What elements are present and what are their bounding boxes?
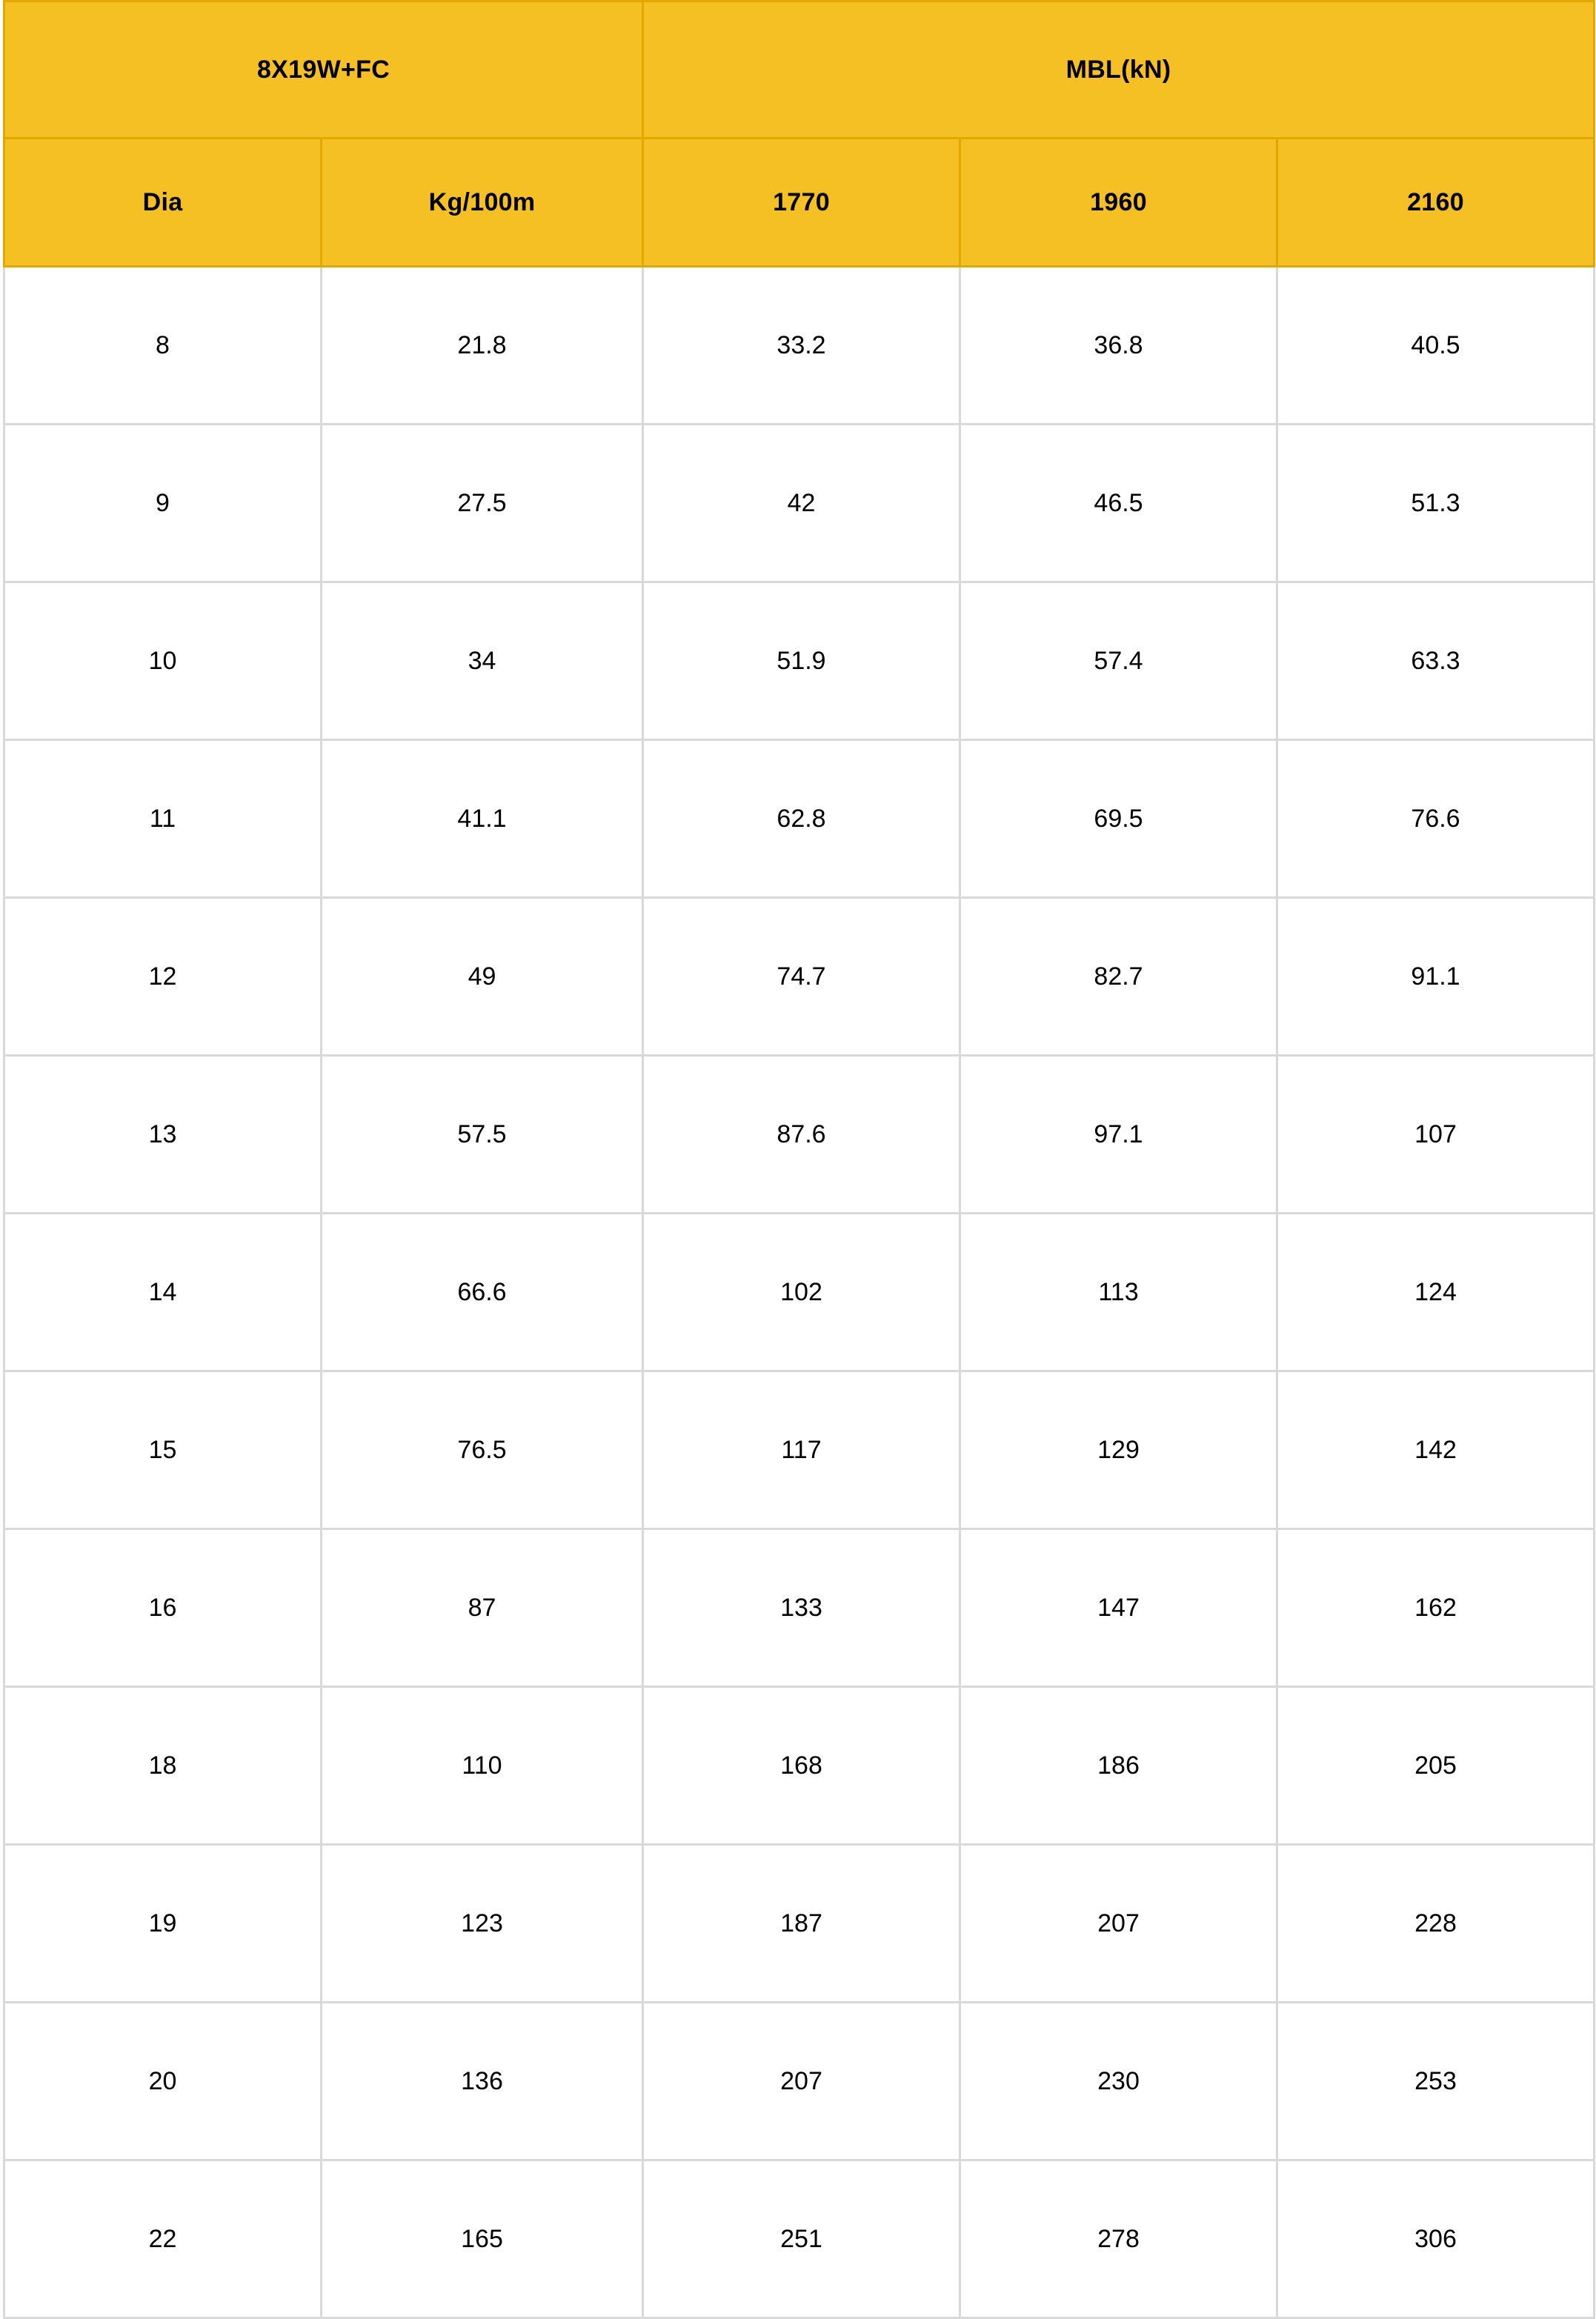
- table-header-group-row: [4, 1, 1595, 139]
- cell-mbl-1770: 251: [643, 2160, 960, 2318]
- table-row: [4, 2160, 1595, 2318]
- column-header-kg-per-100m: Kg/100m: [322, 139, 643, 267]
- column-header-2160: 2160: [1277, 139, 1595, 267]
- cell-dia: 12: [4, 898, 322, 1056]
- cell-dia: 11: [4, 740, 322, 898]
- cell-dia: 18: [4, 1687, 322, 1845]
- cell-mbl-1960: 69.5: [960, 740, 1277, 898]
- header-group-mbl: MBL(kN): [643, 1, 1595, 139]
- table-row: [4, 425, 1595, 582]
- cell-mbl-2160: 205: [1277, 1687, 1595, 1845]
- cell-mbl-1960: 82.7: [960, 898, 1277, 1056]
- cell-mbl-1960: 186: [960, 1687, 1277, 1845]
- cell-dia: 13: [4, 1056, 322, 1214]
- cell-dia: 20: [4, 2003, 322, 2160]
- cell-kg: 76.5: [322, 1371, 643, 1529]
- table-row: [4, 2003, 1595, 2160]
- cell-dia: 19: [4, 1845, 322, 2003]
- cell-mbl-1960: 113: [960, 1214, 1277, 1371]
- cell-mbl-1770: 117: [643, 1371, 960, 1529]
- cell-mbl-1960: 36.8: [960, 267, 1277, 425]
- cell-mbl-2160: 142: [1277, 1371, 1595, 1529]
- cell-dia: 9: [4, 425, 322, 582]
- table-row: [4, 898, 1595, 1056]
- table-row: [4, 1371, 1595, 1529]
- cell-mbl-1960: 147: [960, 1529, 1277, 1687]
- cell-kg: 57.5: [322, 1056, 643, 1214]
- cell-kg: 136: [322, 2003, 643, 2160]
- table-row: [4, 1214, 1595, 1371]
- wire-rope-spec-table: [3, 0, 1595, 2319]
- cell-mbl-1770: 42: [643, 425, 960, 582]
- cell-kg: 49: [322, 898, 643, 1056]
- table-row: [4, 1056, 1595, 1214]
- table-row: [4, 740, 1595, 898]
- column-header-1960: 1960: [960, 139, 1277, 267]
- cell-mbl-2160: 107: [1277, 1056, 1595, 1214]
- table-row: [4, 1529, 1595, 1687]
- cell-mbl-2160: 63.3: [1277, 582, 1595, 740]
- cell-dia: 8: [4, 267, 322, 425]
- cell-mbl-1770: 187: [643, 1845, 960, 2003]
- table-row: [4, 267, 1595, 425]
- cell-mbl-1770: 102: [643, 1214, 960, 1371]
- table-row: [4, 582, 1595, 740]
- cell-mbl-2160: 228: [1277, 1845, 1595, 2003]
- cell-kg: 21.8: [322, 267, 643, 425]
- cell-mbl-1960: 230: [960, 2003, 1277, 2160]
- table-body: [4, 267, 1595, 2318]
- cell-kg: 165: [322, 2160, 643, 2318]
- cell-mbl-2160: 162: [1277, 1529, 1595, 1687]
- cell-mbl-1770: 74.7: [643, 898, 960, 1056]
- cell-mbl-1770: 51.9: [643, 582, 960, 740]
- cell-dia: 10: [4, 582, 322, 740]
- cell-mbl-2160: 306: [1277, 2160, 1595, 2318]
- cell-kg: 41.1: [322, 740, 643, 898]
- cell-mbl-1960: 207: [960, 1845, 1277, 2003]
- column-header-dia: Dia: [4, 139, 322, 267]
- table-row: [4, 1687, 1595, 1845]
- cell-mbl-2160: 91.1: [1277, 898, 1595, 1056]
- cell-mbl-1960: 46.5: [960, 425, 1277, 582]
- cell-mbl-1770: 207: [643, 2003, 960, 2160]
- cell-mbl-1960: 97.1: [960, 1056, 1277, 1214]
- cell-kg: 87: [322, 1529, 643, 1687]
- cell-mbl-2160: 124: [1277, 1214, 1595, 1371]
- cell-mbl-1770: 87.6: [643, 1056, 960, 1214]
- cell-dia: 15: [4, 1371, 322, 1529]
- cell-dia: 16: [4, 1529, 322, 1687]
- cell-kg: 123: [322, 1845, 643, 2003]
- cell-mbl-1960: 129: [960, 1371, 1277, 1529]
- cell-kg: 110: [322, 1687, 643, 1845]
- cell-mbl-1770: 133: [643, 1529, 960, 1687]
- header-group-construction: 8X19W+FC: [4, 1, 643, 139]
- cell-mbl-1770: 168: [643, 1687, 960, 1845]
- cell-mbl-2160: 51.3: [1277, 425, 1595, 582]
- cell-mbl-2160: 253: [1277, 2003, 1595, 2160]
- cell-mbl-2160: 76.6: [1277, 740, 1595, 898]
- cell-kg: 34: [322, 582, 643, 740]
- cell-dia: 14: [4, 1214, 322, 1371]
- cell-mbl-1960: 278: [960, 2160, 1277, 2318]
- cell-kg: 27.5: [322, 425, 643, 582]
- table-header-column-row: [4, 139, 1595, 267]
- cell-kg: 66.6: [322, 1214, 643, 1371]
- cell-mbl-1770: 33.2: [643, 267, 960, 425]
- cell-mbl-2160: 40.5: [1277, 267, 1595, 425]
- cell-mbl-1960: 57.4: [960, 582, 1277, 740]
- cell-dia: 22: [4, 2160, 322, 2318]
- table-header: [4, 1, 1595, 267]
- column-header-1770: 1770: [643, 139, 960, 267]
- table-row: [4, 1845, 1595, 2003]
- cell-mbl-1770: 62.8: [643, 740, 960, 898]
